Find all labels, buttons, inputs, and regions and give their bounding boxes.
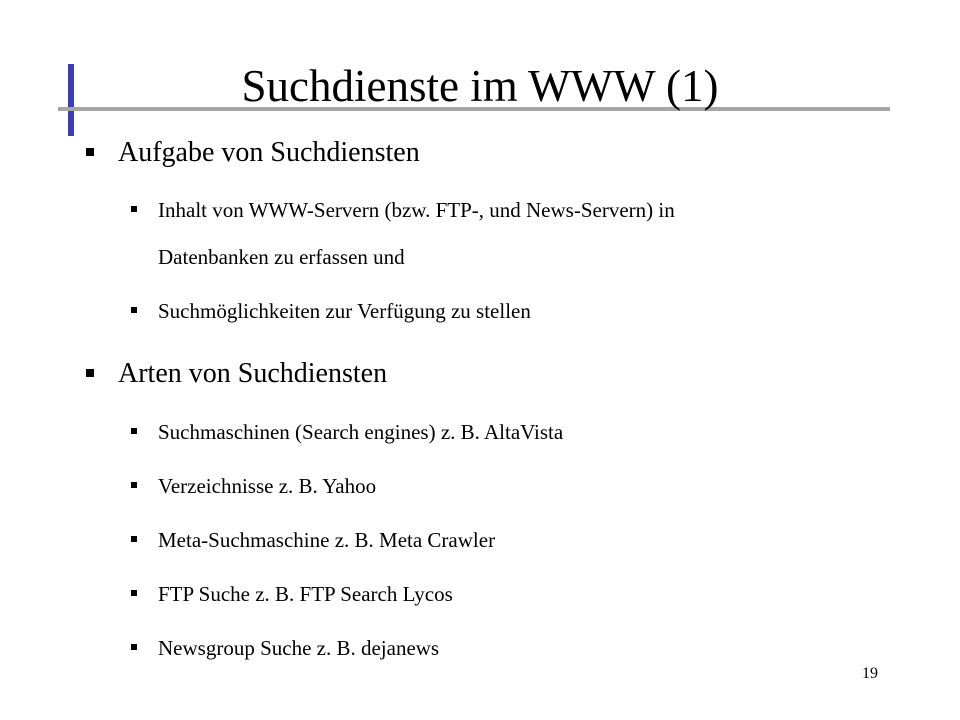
list-item-continuation: Datenbanken zu erfassen und [158,245,405,269]
square-bullet-icon [131,644,137,650]
list-item [131,297,531,325]
list-item [131,526,495,554]
list-item [131,196,675,224]
list-item-text: Inhalt von WWW-Servern (bzw. FTP-, und News-Servern) in [158,198,675,222]
square-bullet-icon [131,536,137,542]
list-item [131,580,453,608]
list-item-text: Newsgroup Suche z. B. dejanews [158,636,440,660]
list-item-text: Verzeichnisse z. B. Yahoo [158,474,377,498]
page-number: 19 [862,665,878,682]
square-bullet-icon [131,590,137,596]
section-heading-arten [86,357,387,391]
section-heading-text: Arten von Suchdiensten [118,358,388,389]
slide-title: Suchdienste im WWW (1) [241,61,719,111]
square-bullet-icon [86,369,94,377]
list-item-text: FTP Suche z. B. FTP Search Lycos [158,582,453,606]
square-bullet-icon [86,148,94,156]
section-heading-aufgabe [86,136,420,170]
square-bullet-icon [131,482,137,488]
list-item-text: Meta-Suchmaschine z. B. Meta Crawler [158,528,496,552]
list-item-text: Suchmöglichkeiten zur Verfügung zu stellen [158,299,531,323]
square-bullet-icon [131,206,137,212]
square-bullet-icon [131,428,137,434]
section-heading-text: Aufgabe von Suchdiensten [118,137,420,168]
list-item [131,418,563,446]
list-item [131,634,439,662]
list-item-text: Suchmaschinen (Search engines) z. B. AltaVista [158,420,564,444]
square-bullet-icon [131,307,137,313]
list-item [131,472,376,500]
